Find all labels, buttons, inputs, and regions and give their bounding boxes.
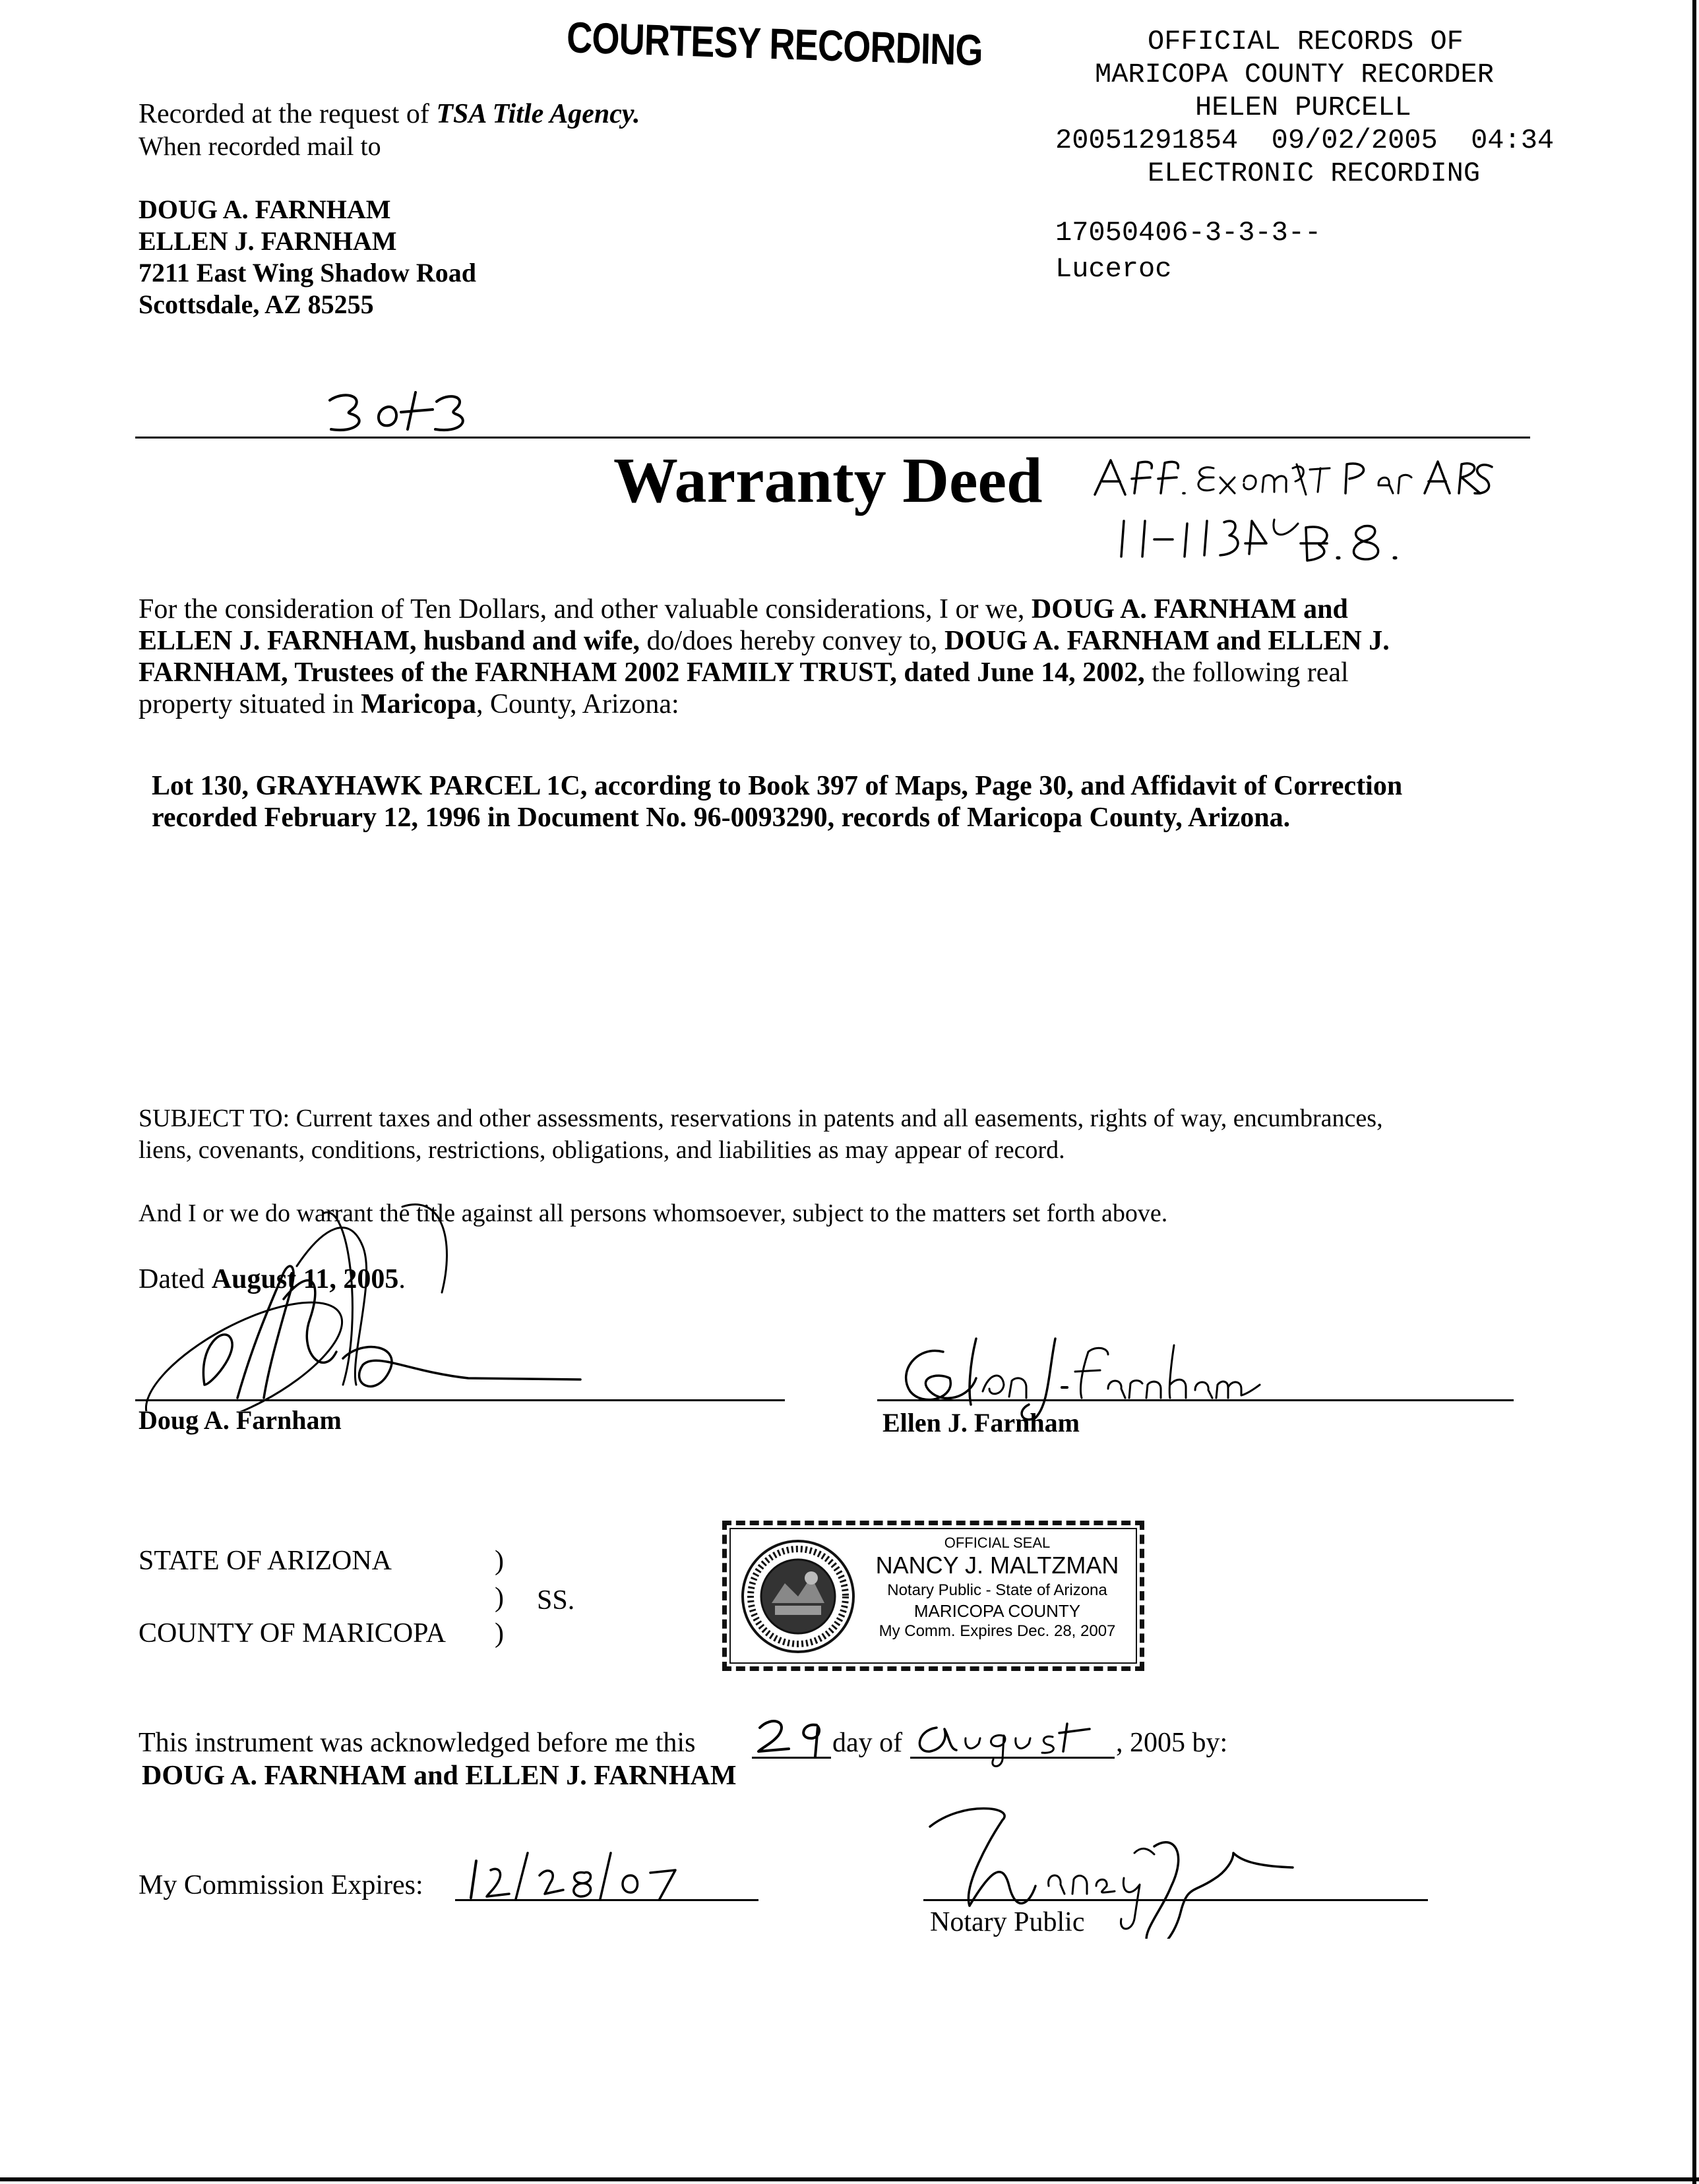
acknowledgment-pre: This instrument was acknowledged before me this <box>139 1728 696 1758</box>
request-prefix: Recorded at the request of <box>139 99 437 129</box>
legal-description-line-2: recorded February 12, 1996 in Document No. 96-0093290, records of Maricopa County, Arizona. <box>152 803 1291 833</box>
legal-description <box>152 770 1576 834</box>
doug-farnham-signature <box>125 1187 600 1411</box>
warrant-statement: And I or we do warrant the title against all persons whomsoever, subject to the matters set forth above. <box>139 1199 1168 1227</box>
mail-to-label: When recorded mail to <box>139 131 381 161</box>
subject-to-paragraph <box>139 1103 1576 1166</box>
state-seal-emblem-icon <box>739 1537 857 1656</box>
county-name: Maricopa <box>361 689 477 719</box>
acknowledgment-post: , 2005 by: <box>1116 1728 1228 1758</box>
commission-label: My Commission Expires: <box>139 1870 423 1900</box>
header-divider <box>135 437 1530 439</box>
recorded-at-request <box>139 98 640 131</box>
recording-line-5: ELECTRONIC RECORDING <box>1148 158 1481 189</box>
grantor-names-2: ELLEN J. FARNHAM, husband and wife, <box>139 626 640 656</box>
acknowledgment-day-label: day of <box>832 1728 903 1758</box>
venue-county: COUNTY OF MARICOPA <box>139 1618 446 1649</box>
handwritten-exempt-note <box>1088 455 1497 567</box>
scan-border-bottom <box>0 2177 1699 2181</box>
mail-address <box>139 194 476 320</box>
recording-clerk: Luceroc <box>1055 253 1172 285</box>
title-agency: TSA Title Agency. <box>436 99 640 129</box>
mail-street: 7211 East Wing Shadow Road <box>139 258 477 288</box>
handwritten-commission-date <box>462 1846 699 1906</box>
grantee-names-2: FARNHAM, Trustees of the FARNHAM 2002 FAMILY TRUST, dated June 14, 2002, <box>139 657 1145 688</box>
grantor-names-1: DOUG A. FARNHAM and <box>1031 594 1348 624</box>
legal-description-line-1: Lot 130, GRAYHAWK PARCEL 1C, according to Book 397 of Maps, Page 30, and Affidavit of Correction <box>152 771 1403 801</box>
handwritten-month-august <box>910 1712 1121 1771</box>
seal-notary-name: NANCY J. MALTZMAN <box>875 1552 1119 1579</box>
notary-seal-stamp <box>722 1521 1144 1671</box>
subject-to-line-1: SUBJECT TO: Current taxes and other assessments, reservations in patents and all easements, rights of way, encumbrances, <box>139 1105 1383 1132</box>
recording-doc-code: 17050406-3-3-3-- <box>1055 217 1322 249</box>
consideration-paragraph <box>139 593 1563 720</box>
scan-border-right <box>1692 0 1696 2184</box>
notary-public-label: Notary Public <box>930 1907 1085 1937</box>
mail-city: Scottsdale, AZ 85255 <box>139 289 374 319</box>
recording-info-block <box>1055 25 1675 286</box>
signer-name-left: Doug A. Farnham <box>139 1405 342 1435</box>
recording-line-3: HELEN PURCELL <box>1195 92 1411 123</box>
consideration-text-4: property situated in <box>139 689 361 719</box>
seal-line-1: OFFICIAL SEAL <box>944 1534 1051 1551</box>
venue-paren-3: ) <box>495 1618 504 1649</box>
recording-number-date: 20051291854 09/02/2005 04:34 <box>1055 125 1555 156</box>
grantee-names-1: DOUG A. FARNHAM and ELLEN J. <box>944 626 1390 656</box>
dated-label: Dated <box>139 1264 212 1294</box>
venue-paren-1: ) <box>495 1546 504 1576</box>
courtesy-recording-stamp: COURTESY RECORDING <box>566 12 983 75</box>
recording-line-2: MARICOPA COUNTY RECORDER <box>1095 59 1494 90</box>
consideration-text-5: , County, Arizona: <box>476 689 679 719</box>
seal-line-4: MARICOPA COUNTY <box>913 1601 1081 1621</box>
mail-name-1: DOUG A. FARNHAM <box>139 195 391 224</box>
acknowledgment-names: DOUG A. FARNHAM and ELLEN J. FARNHAM <box>142 1761 737 1791</box>
mail-name-2: ELLEN J. FARNHAM <box>139 226 397 256</box>
subject-to-line-2: liens, covenants, conditions, restrictions, obligations, and liabilities as may appear of record. <box>139 1136 1065 1164</box>
consideration-text-1: For the consideration of Ten Dollars, and other valuable considerations, I or we, <box>139 594 1032 624</box>
signer-name-right: Ellen J. Farnham <box>882 1408 1080 1438</box>
dated-date: August 11, 2005 <box>211 1264 399 1294</box>
seal-line-3: Notary Public - State of Arizona <box>887 1581 1107 1599</box>
page-title: Warranty Deed <box>613 445 1043 516</box>
consideration-text-2: do/does hereby convey to, <box>640 626 944 656</box>
venue-state: STATE OF ARIZONA <box>139 1546 392 1576</box>
handwritten-day-29 <box>752 1713 838 1759</box>
dated-end: . <box>398 1264 406 1294</box>
handwritten-page-number <box>317 386 475 439</box>
recording-line-1: OFFICIAL RECORDS OF <box>1148 26 1464 57</box>
consideration-text-3: the following real <box>1144 657 1349 688</box>
seal-commission-expiry: My Comm. Expires Dec. 28, 2007 <box>879 1622 1116 1640</box>
venue-ss: SS. <box>537 1585 575 1616</box>
venue-paren-2: ) <box>495 1583 504 1613</box>
